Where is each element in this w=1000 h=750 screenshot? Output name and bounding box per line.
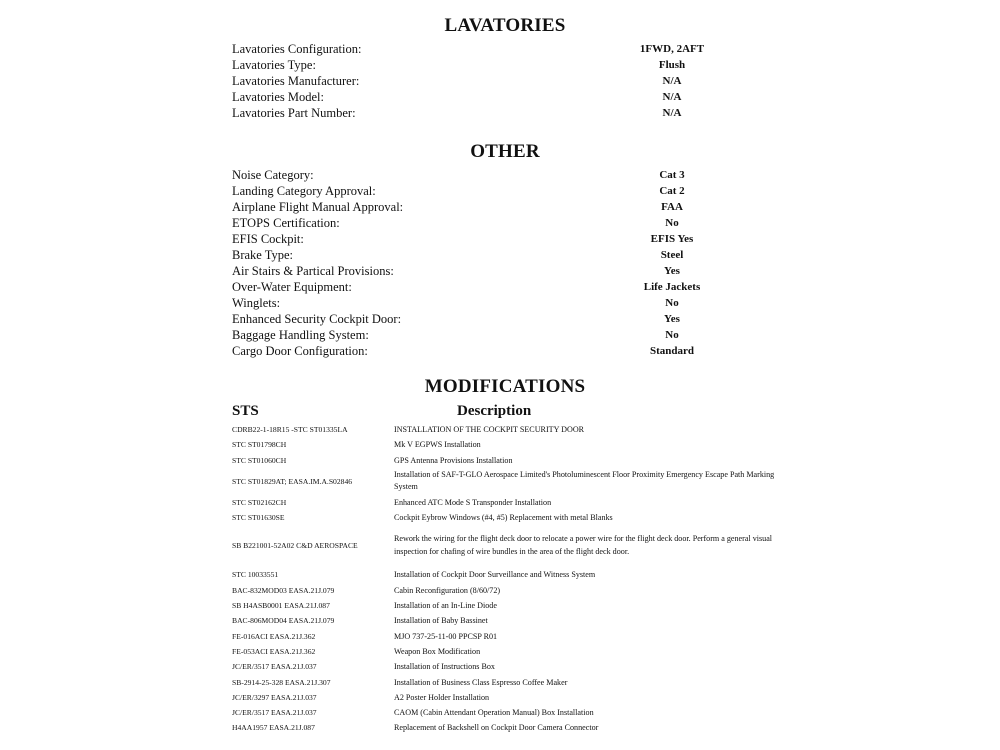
modification-sts: BAC-832MOD03 EASA.21J.079 — [232, 585, 335, 595]
spec-value: N/A — [662, 107, 682, 119]
modification-description: Mk V EGPWS Installation — [394, 440, 481, 450]
spec-row — [232, 41, 752, 57]
spec-label: Brake Type: — [232, 248, 294, 262]
modification-sts: BAC-806MOD04 EASA.21J.079 — [232, 616, 335, 626]
modification-description: Enhanced ATC Mode S Transponder Installation — [394, 497, 552, 507]
spec-value: No — [665, 329, 679, 341]
modification-description: Installation of Business Class Espresso Coffee Maker — [394, 677, 568, 687]
spec-row — [232, 231, 752, 247]
spec-row — [232, 199, 752, 215]
modifications-table — [232, 422, 792, 736]
modification-sts: JC/ER/3517 EASA.21J.037 — [232, 708, 317, 718]
modification-description: GPS Antenna Provisions Installation — [394, 455, 513, 465]
spec-label: Lavatories Part Number: — [232, 106, 356, 120]
modification-row — [232, 525, 792, 567]
spec-label: Enhanced Security Cockpit Door: — [232, 312, 402, 326]
modification-row — [232, 453, 792, 468]
modification-description: CAOM (Cabin Attendant Operation Manual) Box Installation — [394, 708, 594, 718]
spec-value: Cat 2 — [659, 185, 685, 197]
modification-sts: FE-053ACI EASA.21J.362 — [232, 646, 316, 656]
modification-row — [232, 567, 792, 582]
spec-row — [232, 89, 752, 105]
modification-row — [232, 720, 792, 735]
spec-label: Lavatories Manufacturer: — [232, 74, 360, 88]
modification-sts: STC ST01798CH — [232, 440, 287, 450]
description-column-header: Description — [457, 403, 532, 419]
spec-label: Air Stairs & Partical Provisions: — [232, 264, 394, 278]
spec-row — [232, 343, 752, 359]
modification-description: INSTALLATION OF THE COCKPIT SECURITY DOOR — [394, 425, 585, 434]
modification-row — [232, 675, 792, 690]
spec-row — [232, 311, 752, 327]
modification-sts: JC/ER/3517 EASA.21J.037 — [232, 662, 317, 672]
modification-sts: STC ST01060CH — [232, 455, 287, 465]
other-heading: OTHER — [470, 141, 540, 162]
modification-sts: SB-2914-25-328 EASA.21J.307 — [232, 677, 331, 687]
modification-sts: CDRB22-1-18R15 -STC ST01335LA — [232, 425, 348, 434]
spec-row — [232, 295, 752, 311]
modification-description: Cockpit Eybrow Windows (#4, #5) Replacement with metal Blanks — [394, 513, 613, 523]
modification-description: Installation of an In-Line Diode — [394, 601, 497, 611]
spec-row — [232, 215, 752, 231]
modification-row — [232, 495, 792, 510]
spec-value: N/A — [662, 75, 682, 87]
spec-value: Yes — [664, 313, 680, 325]
modification-description: Rework the wiring for the flight deck door to relocate a power wire for the flight deck door. Perform a general visual inspection for chafing of wire bundles in the area of the flight deck door. — [394, 534, 773, 556]
spec-label: Noise Category: — [232, 168, 314, 182]
modification-sts: JC/ER/3297 EASA.21J.037 — [232, 692, 317, 702]
spec-label: ETOPS Certification: — [232, 216, 340, 230]
spec-label: Lavatories Configuration: — [232, 42, 362, 56]
modification-sts: STC 10033551 — [232, 570, 279, 580]
spec-value: Steel — [660, 249, 684, 261]
lavatories-spec-list — [232, 41, 752, 121]
spec-value: FAA — [661, 201, 683, 213]
modification-row — [232, 583, 792, 598]
modification-row — [232, 468, 792, 495]
modification-row — [232, 437, 792, 452]
spec-row — [232, 327, 752, 343]
spec-row — [232, 183, 752, 199]
spec-label: Landing Category Approval: — [232, 184, 376, 198]
modification-row — [232, 598, 792, 613]
spec-label: Cargo Door Configuration: — [232, 344, 368, 358]
spec-value: Life Jackets — [643, 281, 701, 293]
spec-row — [232, 247, 752, 263]
modification-row — [232, 422, 792, 437]
modification-sts: H4AA1957 EASA.21J.087 — [232, 723, 315, 733]
spec-value: Cat 3 — [659, 169, 685, 181]
modification-row — [232, 613, 792, 628]
spec-value: Yes — [664, 265, 680, 277]
spec-row — [232, 279, 752, 295]
spec-row — [232, 167, 752, 183]
modification-row — [232, 690, 792, 705]
modification-description: Installation of Instructions Box — [394, 662, 495, 672]
other-spec-list — [232, 167, 752, 359]
modification-sts: STC ST02162CH — [232, 497, 287, 507]
spec-row — [232, 73, 752, 89]
spec-label: Lavatories Type: — [232, 58, 316, 72]
spec-label: EFIS Cockpit: — [232, 232, 304, 246]
modification-row — [232, 510, 792, 525]
spec-row — [232, 105, 752, 121]
spec-value: No — [665, 297, 679, 309]
spec-label: Over-Water Equipment: — [232, 280, 352, 294]
sts-column-header: STS — [232, 403, 259, 419]
modification-description: MJO 737-25-11-00 PPCSP R01 — [394, 631, 498, 641]
modification-sts: STC ST01630SE — [232, 513, 285, 523]
spec-value: 1FWD, 2AFT — [639, 43, 705, 55]
modification-sts: FE-016ACI EASA.21J.362 — [232, 631, 316, 641]
modification-description: Installation of Baby Bassinet — [394, 616, 488, 626]
spec-label: Lavatories Model: — [232, 90, 324, 104]
modification-sts: SB B221001-52A02 C&D AEROSPACE — [232, 541, 358, 551]
spec-value: No — [665, 217, 679, 229]
modifications-heading: MODIFICATIONS — [424, 376, 586, 397]
spec-value: Flush — [658, 59, 686, 71]
spec-label: Baggage Handling System: — [232, 328, 369, 342]
modification-description: Installation of SAF-T-GLO Aerospace Limited's Photoluminescent Floor Proximity Emergency Escape Path Marking System — [394, 469, 775, 491]
modification-row — [232, 629, 792, 644]
modification-row — [232, 705, 792, 720]
modification-description: Installation of Cockpit Door Surveillance and Witness System — [394, 570, 596, 580]
spec-label: Airplane Flight Manual Approval: — [232, 200, 404, 214]
spec-row — [232, 263, 752, 279]
spec-value: N/A — [662, 91, 682, 103]
spec-label: Winglets: — [232, 296, 281, 310]
modification-description: Cabin Reconfiguration (8/60/72) — [394, 585, 501, 595]
modification-sts: SB H4ASB0001 EASA.21J.087 — [232, 601, 330, 611]
modification-row — [232, 644, 792, 659]
spec-value: Standard — [649, 345, 695, 357]
modification-description: A2 Poster Holder Installation — [394, 692, 490, 702]
modification-sts: STC ST01829AT; EASA.IM.A.S02846 — [232, 476, 353, 486]
modification-row — [232, 659, 792, 674]
modification-description: Weapon Box Modification — [394, 646, 481, 656]
modification-description: Replacement of Backshell on Cockpit Door Camera Connector — [394, 723, 599, 733]
spec-row — [232, 57, 752, 73]
lavatories-heading: LAVATORIES — [444, 15, 566, 36]
spec-value: EFIS Yes — [650, 233, 694, 245]
